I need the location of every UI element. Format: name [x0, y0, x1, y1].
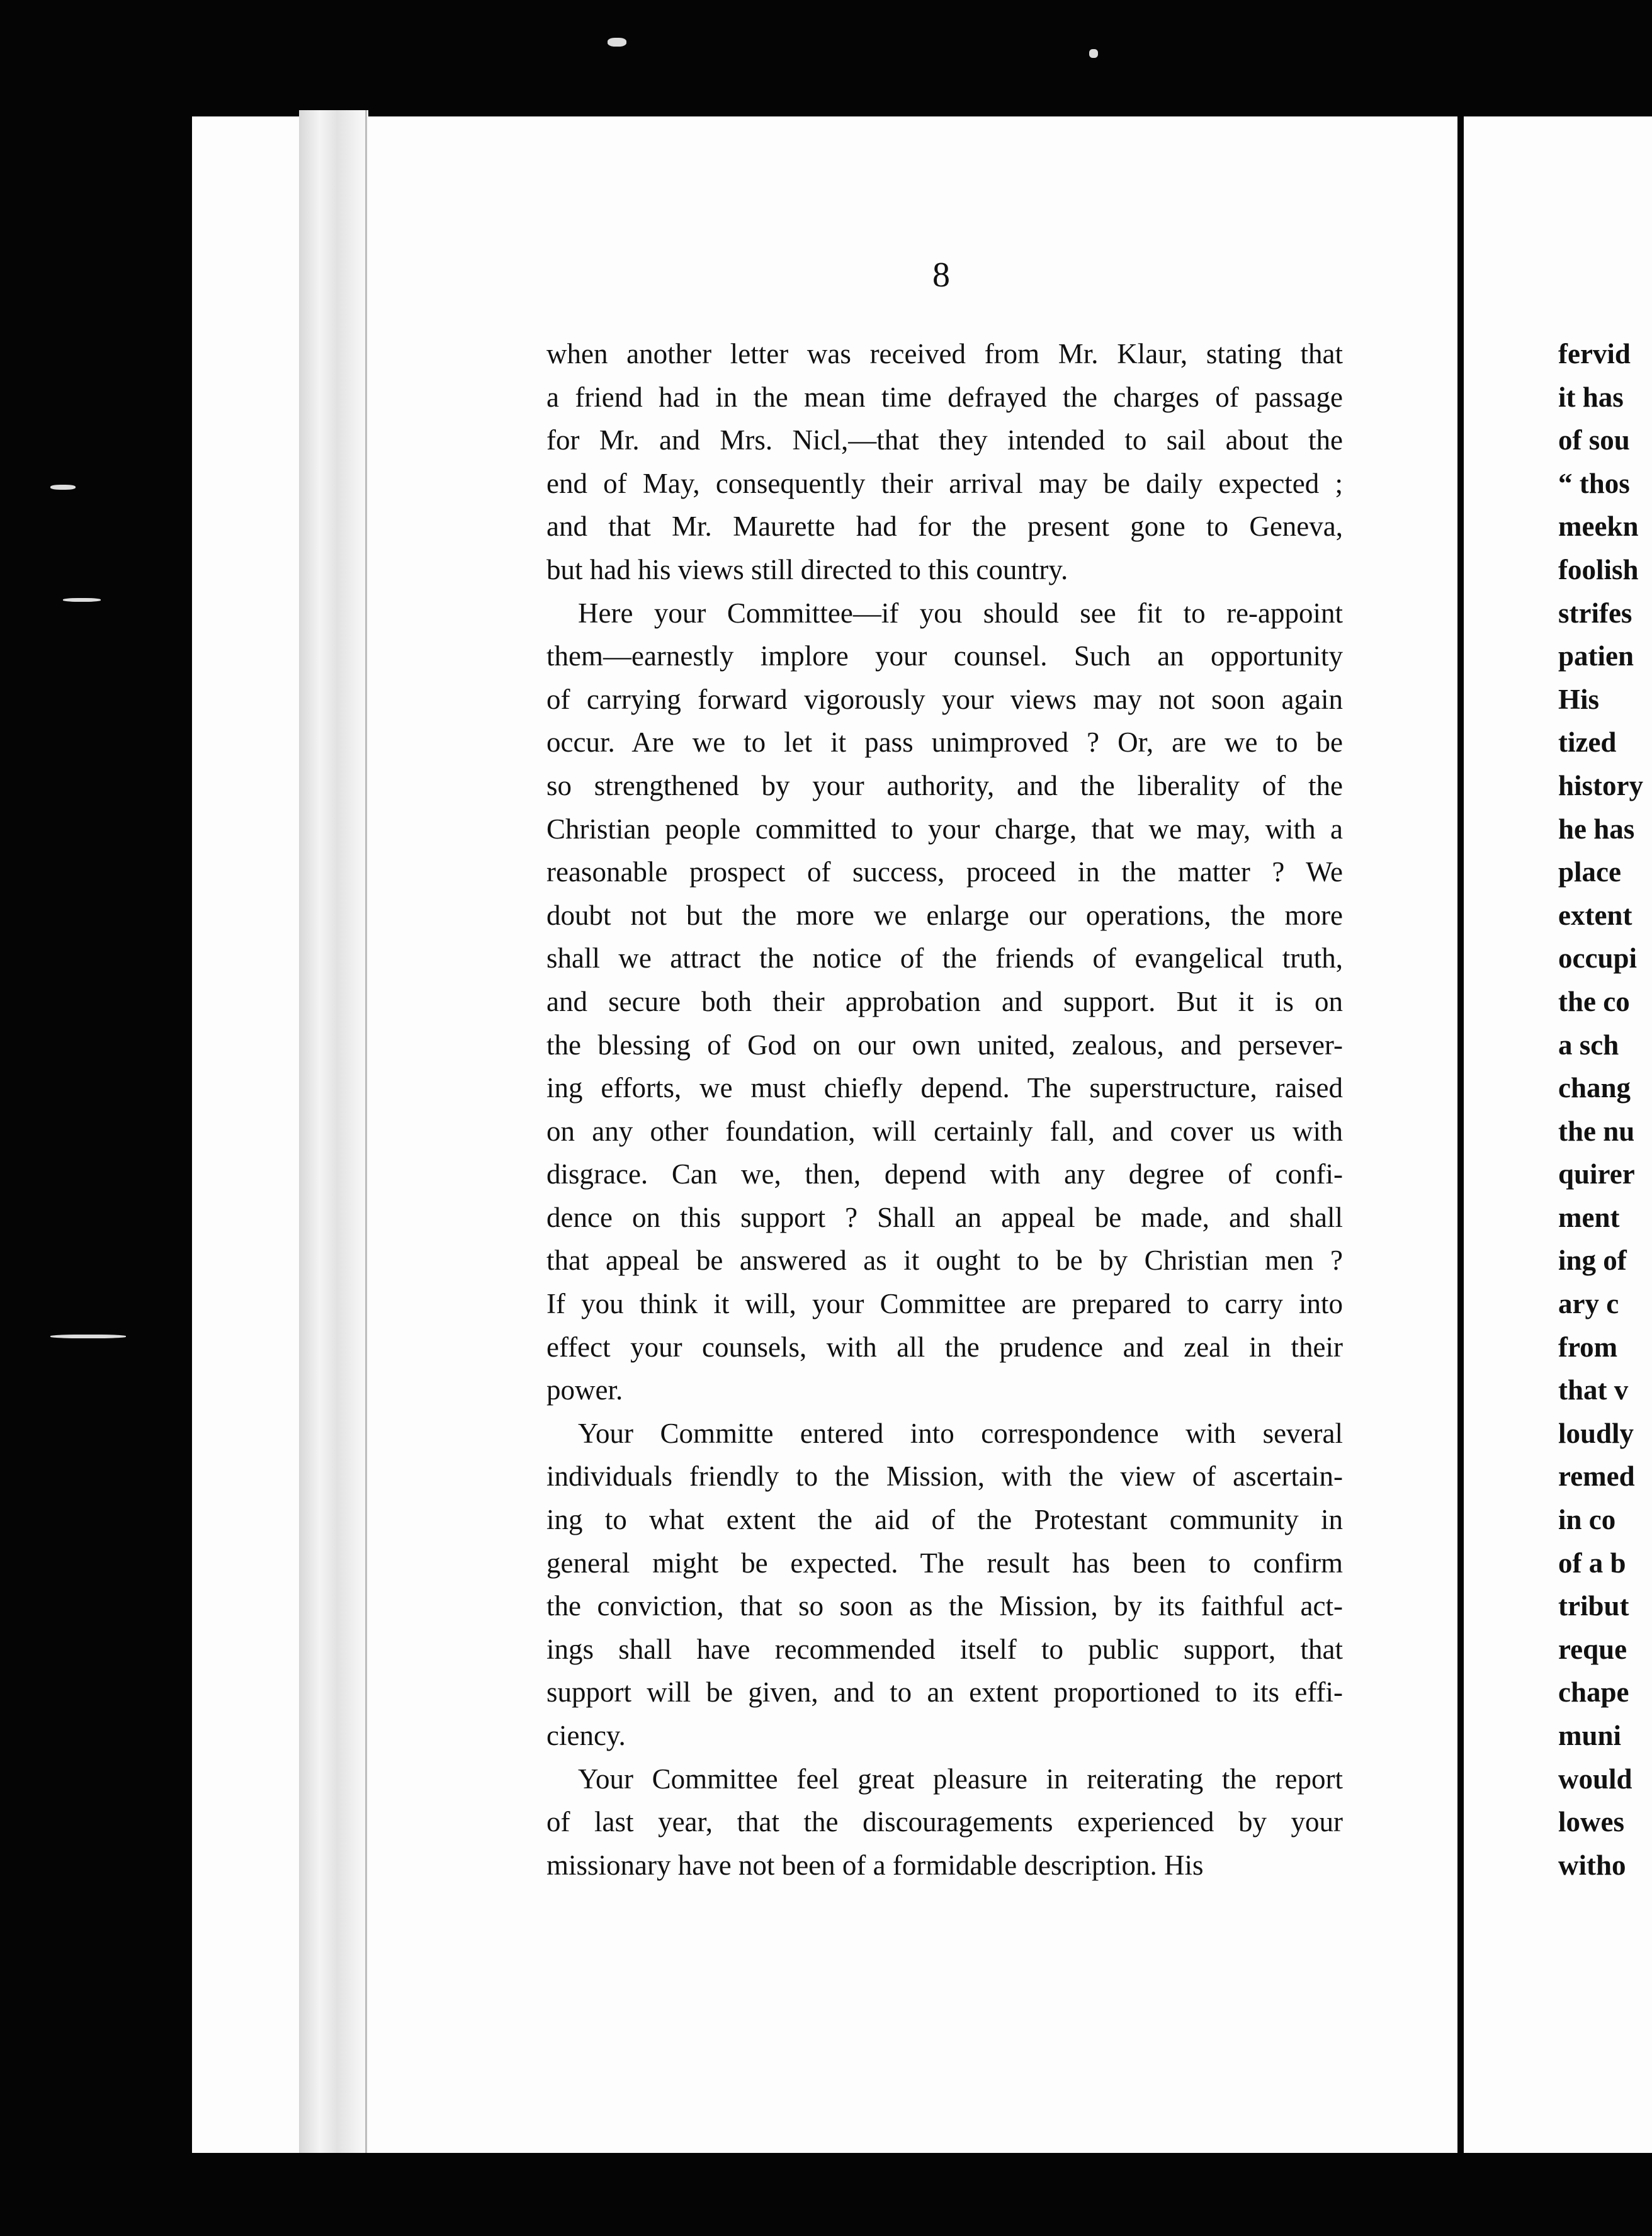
text-line: for Mr. and Mrs. Nicl,—that they intended to sail about the	[546, 424, 1343, 456]
facing-text-fragment: of a b	[1558, 1547, 1626, 1579]
text-line: effect your counsels, with all the prudence and zeal in their	[546, 1331, 1343, 1363]
paragraph	[546, 592, 1343, 1412]
text-line: ciency.	[546, 1720, 626, 1751]
facing-text-fragment: ment	[1558, 1201, 1620, 1233]
text-line: so strengthened by your authority, and the liberality of the	[546, 769, 1343, 801]
facing-text-fragment: occupi	[1558, 942, 1638, 974]
text-line: power.	[546, 1374, 623, 1406]
text-line: that appeal be answered as it ought to be by Christian men ?	[546, 1245, 1343, 1277]
text-line: reasonable prospect of success, proceed in the matter ? We	[546, 856, 1343, 888]
facing-text-fragment: he has	[1558, 813, 1635, 845]
text-line: ings shall have recommended itself to public support, that	[546, 1633, 1343, 1665]
facing-text-fragment: tized	[1558, 726, 1617, 759]
paragraph	[546, 1758, 1343, 1887]
text-line: Here your Committee—if you should see fit to re-appoint	[578, 597, 1343, 629]
facing-text-fragment: the nu	[1558, 1115, 1635, 1147]
facing-text-fragment: the co	[1558, 985, 1630, 1017]
text-line: If you think it will, your Committee are prepared to carry into	[546, 1288, 1343, 1320]
facing-text-fragment: chape	[1558, 1676, 1629, 1708]
page-gutter	[299, 110, 368, 2153]
facing-text-fragment: chang	[1558, 1072, 1631, 1104]
facing-page	[1464, 116, 1652, 2153]
facing-text-fragment: that v	[1558, 1374, 1629, 1406]
facing-text-fragment: witho	[1558, 1849, 1626, 1881]
text-line: doubt not but the more we enlarge our operations, the more	[546, 899, 1343, 931]
facing-text-fragment: in co	[1558, 1504, 1616, 1536]
film-speck	[50, 485, 76, 490]
text-line: disgrace. Can we, then, depend with any degree of confi-	[546, 1158, 1343, 1190]
facing-text-fragment: lowes	[1558, 1806, 1624, 1838]
film-speck	[63, 598, 101, 602]
text-line: and that Mr. Maurette had for the present gone to Geneva,	[546, 511, 1343, 543]
text-line: ing to what extent the aid of the Protestant community in	[546, 1504, 1343, 1536]
facing-text-fragment: His	[1558, 683, 1600, 715]
text-line: individuals friendly to the Mission, with the view of ascertain-	[546, 1460, 1343, 1493]
text-line: Christian people committed to your charge, that we may, with a	[546, 813, 1343, 845]
text-line: but had his views still directed to this country.	[546, 553, 1068, 585]
facing-text-fragment: loudly	[1558, 1417, 1634, 1449]
facing-page-text	[1558, 332, 1643, 1887]
facing-text-fragment: a sch	[1558, 1029, 1619, 1061]
facing-text-fragment: ary c	[1558, 1288, 1619, 1320]
text-line: missionary have not been of a formidable description. His	[546, 1849, 1204, 1881]
text-line: dence on this support ? Shall an appeal be made, and shall	[546, 1201, 1343, 1233]
facing-text-fragment: foolish	[1558, 553, 1639, 585]
text-line: general might be expected. The result has been to confirm	[546, 1547, 1343, 1579]
text-line: Your Committee feel great pleasure in reiterating the report	[578, 1763, 1343, 1795]
text-line: Your Committe entered into correspondence with several	[578, 1417, 1343, 1449]
facing-text-fragment: “ thos	[1558, 467, 1630, 499]
facing-text-fragment: strifes	[1558, 597, 1632, 629]
text-line: and secure both their approbation and support. But it is on	[546, 985, 1343, 1017]
film-speck	[608, 38, 626, 47]
text-line: when another letter was received from Mr. Klaur, stating that	[546, 338, 1343, 370]
facing-text-fragment: extent	[1558, 899, 1632, 931]
text-line: ing efforts, we must chiefly depend. The superstructure, raised	[546, 1072, 1343, 1104]
facing-text-fragment: tribut	[1558, 1590, 1629, 1622]
facing-text-fragment: reque	[1558, 1633, 1627, 1665]
text-line: shall we attract the notice of the friends of evangelical truth,	[546, 942, 1343, 974]
facing-text-fragment: remed	[1558, 1460, 1635, 1493]
text-line: the conviction, that so soon as the Mission, by its faithful act-	[546, 1590, 1343, 1622]
facing-text-fragment: quirer	[1558, 1158, 1635, 1190]
film-speck	[1089, 49, 1098, 58]
facing-text-fragment: meekn	[1558, 511, 1639, 543]
facing-text-fragment: fervid	[1558, 338, 1631, 370]
facing-text-fragment: patien	[1558, 640, 1634, 672]
text-line: on any other foundation, will certainly fall, and cover us with	[546, 1115, 1343, 1147]
facing-text-fragment: muni	[1558, 1720, 1622, 1751]
facing-text-fragment: place	[1558, 856, 1621, 888]
page-number: 8	[932, 256, 950, 295]
paragraph	[546, 332, 1343, 592]
film-speck	[50, 1335, 126, 1338]
facing-text-fragment: ing of	[1558, 1245, 1627, 1277]
text-line: support will be given, and to an extent proportioned to its effi-	[546, 1676, 1343, 1708]
text-line: of carrying forward vigorously your views may not soon again	[546, 683, 1343, 715]
text-line: them—earnestly implore your counsel. Such an opportunity	[546, 640, 1343, 672]
facing-text-fragment: it has	[1558, 381, 1624, 413]
body-text	[546, 332, 1343, 1887]
text-line: the blessing of God on our own united, zealous, and persever-	[546, 1029, 1343, 1061]
text-line: occur. Are we to let it pass unimproved ? Or, are we to be	[546, 726, 1343, 759]
facing-text-fragment: from	[1558, 1331, 1618, 1363]
text-line: a friend had in the mean time defrayed the charges of passage	[546, 381, 1343, 413]
facing-text-fragment: would	[1558, 1763, 1632, 1795]
paragraph	[546, 1412, 1343, 1758]
text-line: of last year, that the discouragements experienced by your	[546, 1806, 1343, 1838]
text-line: end of May, consequently their arrival may be daily expected ;	[546, 467, 1343, 499]
facing-text-fragment: history	[1558, 769, 1643, 801]
facing-text-fragment: of sou	[1558, 424, 1630, 456]
